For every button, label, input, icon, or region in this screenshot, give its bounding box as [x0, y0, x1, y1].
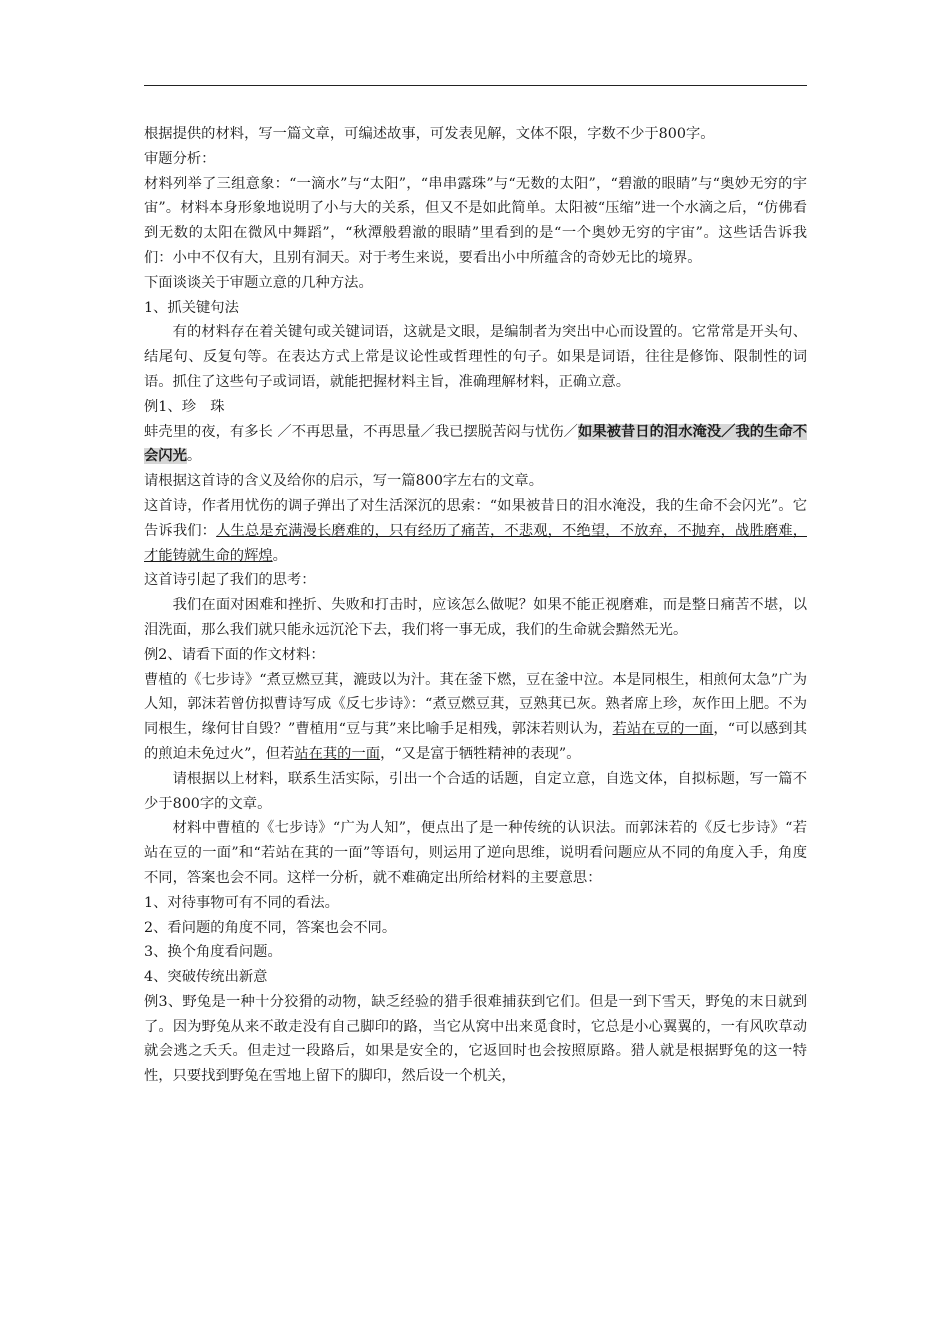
list-item: 1、对待事物可有不同的看法。 — [144, 894, 339, 911]
paragraph-example-1-analysis — [144, 494, 807, 568]
poem-end: 。 — [186, 448, 202, 465]
paragraph-prompt: 根据提供的材料，写一篇文章，可编述故事，可发表见解，文体不限，字数不少于800字。 — [144, 126, 715, 142]
underlined-conclusion: 人生总是充满漫长磨难的，只有经历了痛苦，不悲观，不绝望，不放弃，不抛弃，战胜磨难，才能铸就生命的辉煌 — [144, 522, 807, 564]
poem-text: 蚌壳里的夜，有多长 ／不再思量，不再思量／我已摆脱苦闷与忧伤／ — [144, 423, 578, 440]
heading-analysis: 审题分析： — [144, 150, 216, 167]
list-item: 4、突破传统出新意 — [144, 969, 268, 986]
paragraph-example-3: 例3、野兔是一种十分狡猾的动物，缺乏经验的猎手很难捕获到它们。但是一到下雪天，野兔的末日就到了。因为野兔从来不敢走没有自己脚印的路，当它从窝中出来觅食时，它总是小心翼翼的，一有风吹草动就会逃之夭夭。但走过一段路后，如果是安全的，它返回时也会按照原路。猎人就是根据野兔的这一特性，只要找到野兔在雪地上留下的脚印，然后设一个机关， — [144, 993, 807, 1085]
header-rule — [144, 85, 807, 86]
heading-example-1: 例1、珍 珠 — [144, 398, 225, 415]
paragraph-example-2-analysis: 材料中曹植的《七步诗》“广为人知”，便点出了是一种传统的认识法。而郭沫若的《反七步诗》“若站在豆的一面”和“若站在萁的一面”等语句，则运用了逆向思维，说明看问题应从不同的角度入手，角度不同，答案也会不同。这样一分析，就不难确定出所给材料的主要意思： — [144, 820, 807, 886]
paragraph-thinking: 这首诗引起了我们的思考： — [144, 572, 316, 589]
underlined-stalk-side: 站在萁的一面 — [294, 745, 381, 762]
analysis-end: 。 — [272, 547, 287, 564]
heading-example-2: 例2、请看下面的作文材料： — [144, 646, 325, 663]
paragraph-thinking-body: 我们在面对困难和挫折、失败和打击时，应该怎么做呢？如果不能正视磨难，而是整日痛苦不堪，以泪洗面，那么我们就只能永远沉沦下去，我们将一事无成，我们的生命就会黯然无光。 — [144, 597, 807, 638]
material-text-end: ，“又是富于牺牲精神的表现”。 — [380, 745, 581, 762]
paragraph-method-1: 有的材料存在着关键句或关键词语，这就是文眼，是编制者为突出中心而设置的。它常常是开头句、结尾句、反复句等。在表达方式上常是议论性或哲理性的句子。如果是词语，往往是修饰、限制性的词语。抓住了这些句子或词语，就能把握材料主旨，准确理解材料，正确立意。 — [144, 324, 807, 390]
analysis-text: 这首诗，作者用忧伤的调子弹出了对生活深沉的思索：“如果被昔日的泪水淹没，我的生命不会闪光”。它告诉我们： — [144, 497, 807, 539]
heading-method-1: 1、抓关键句法 — [144, 299, 239, 316]
material-text: 曹植的《七步诗》“煮豆燃豆萁，漉豉以为汁。萁在釜下燃，豆在釜中泣。本是同根生，相煎何太急”广为人知，郭沫若曾仿拟曹诗写成《反七步诗》：“煮豆燃豆萁，豆熟萁已灰。熟者席上珍，灰作田上肥。不为同根生，缘何甘自毁？”曹植用“豆与萁”来比喻手足相残，郭沫若则认为， — [144, 671, 807, 738]
material-text-mid: ，“可以感到其的煎迫未免过火”，但若 — [144, 721, 808, 762]
document-body — [144, 122, 807, 1089]
paragraph-example-1-task: 请根据这首诗的含义及给你的启示，写一篇800字左右的文章。 — [144, 473, 544, 490]
underlined-bean-side: 若站在豆的一面 — [612, 721, 714, 738]
poem-key-sentence: 如果被昔日的泪水淹没／我的生命不会闪光 — [144, 423, 808, 465]
list-item: 3、换个角度看问题。 — [144, 944, 282, 961]
list-item: 2、看问题的角度不同，答案也会不同。 — [144, 919, 397, 936]
poem-lines — [144, 420, 807, 470]
paragraph-example-2-task: 请根据以上材料，联系生活实际，引出一个合适的话题，自定立意，自选文体，自拟标题，写一篇不少于800字的文章。 — [144, 770, 807, 812]
paragraph-example-2-material — [144, 668, 807, 767]
paragraph-analysis: 材料列举了三组意象：“一滴水”与“太阳”，“串串露珠”与“无数的太阳”，“碧澈的眼睛”与“奥妙无穷的宇宙”。材料本身形象地说明了小与大的关系，但又不是如此简单。太阳被“压缩”进一个水滴之后，“仿佛看到无数的太阳在微风中舞蹈”，“秋潭般碧澈的眼睛”里看到的是“一个奥妙无穷的宇宙”。这些话告诉我们：小中不仅有大，且别有洞天。对于考生来说，要看出小中所蕴含的奇妙无比的境界。 — [144, 175, 807, 266]
paragraph-methods-intro: 下面谈谈关于审题立意的几种方法。 — [144, 274, 373, 291]
